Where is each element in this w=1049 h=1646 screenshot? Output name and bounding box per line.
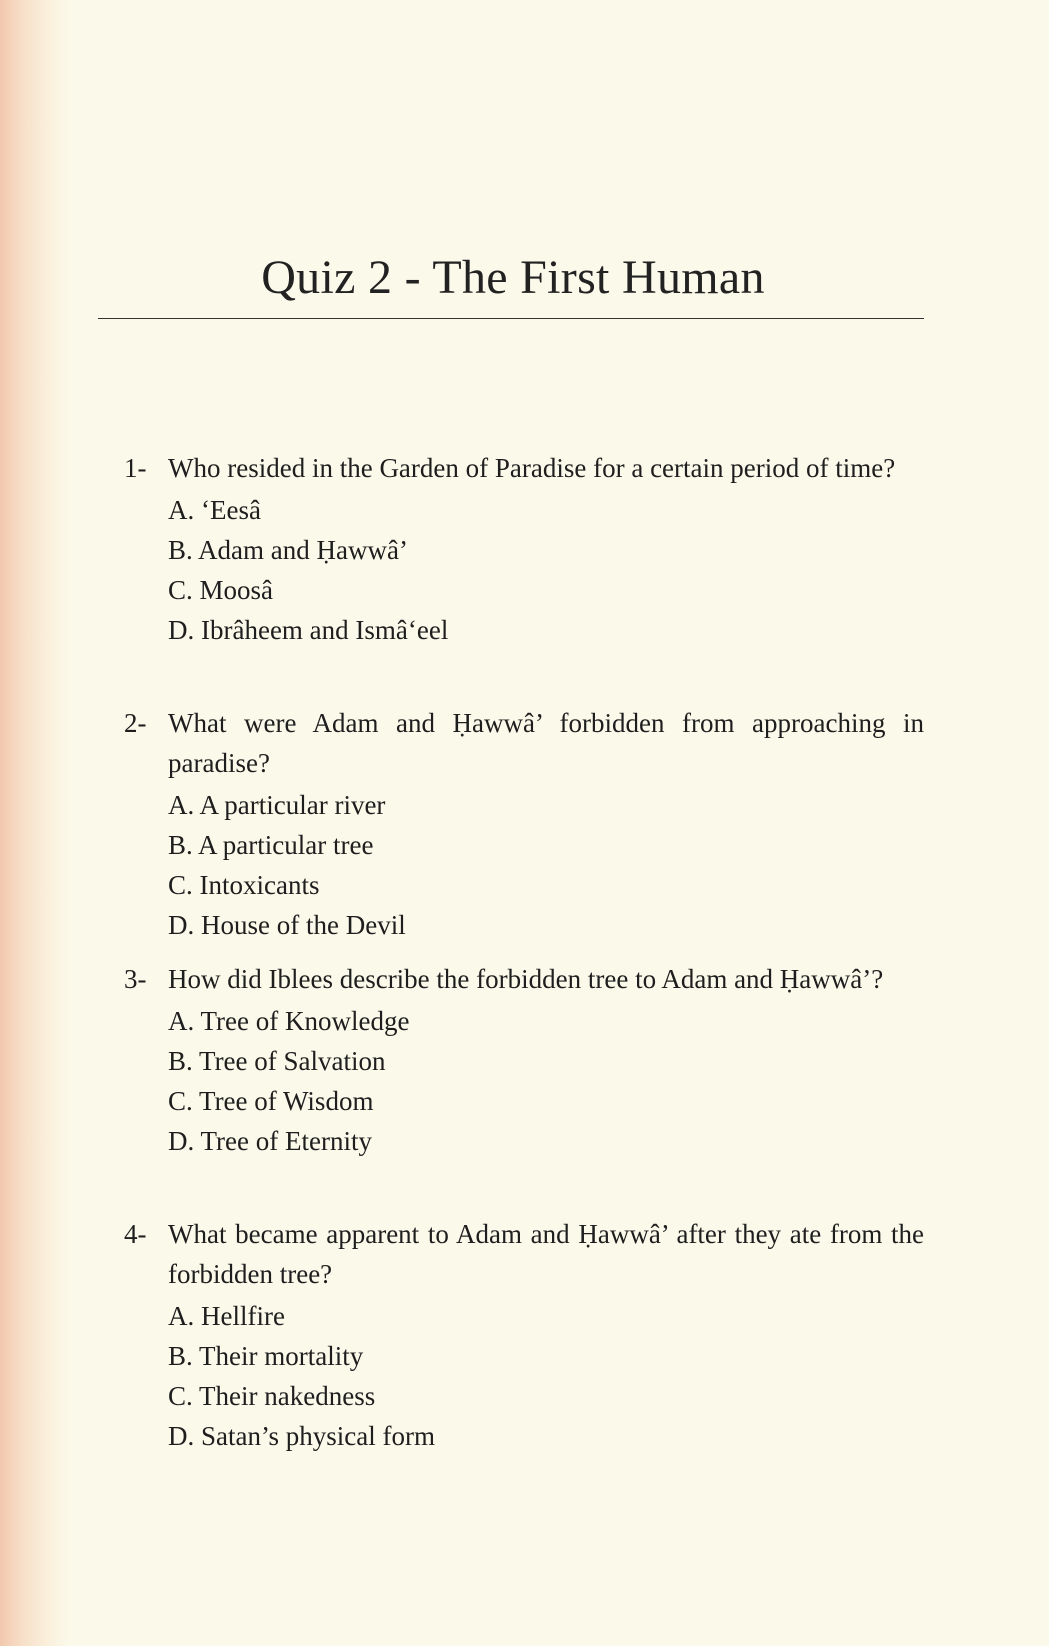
option-a: A. Tree of Knowledge [168,1006,410,1036]
option-b: B. Tree of Salvation [168,1046,386,1076]
question-2 [124,703,924,945]
question-number: 2- [124,708,147,738]
page-title: Quiz 2 - The First Human [261,251,765,304]
option-d: D. House of the Devil [168,910,406,940]
question-number: 4- [124,1219,147,1249]
question-text: What were Adam and Ḥawwâ’ forbidden from approaching in paradise? [168,708,924,778]
option-b: B. Their mortality [168,1341,364,1371]
page-edge-shadow [0,0,70,1646]
option-c: C. Their nakedness [168,1381,376,1411]
option-c: C. Moosâ [168,575,274,605]
option-c: C. Tree of Wisdom [168,1086,374,1116]
option-c: C. Intoxicants [168,870,320,900]
title-divider [98,318,924,319]
option-b: B. Adam and Ḥawwâ’ [168,535,408,565]
option-d: D. Ibrâheem and Ismâ‘eel [168,615,449,645]
question-text: What became apparent to Adam and Ḥawwâ’ after they ate from the forbidden tree? [168,1219,924,1289]
option-a: A. A particular river [168,790,386,820]
option-d: D. Satan’s physical form [168,1421,435,1451]
option-b: B. A particular tree [168,830,374,860]
question-1 [124,448,924,650]
question-number: 3- [124,964,147,994]
question-text: How did Iblees describe the forbidden tree to Adam and Ḥawwâ’? [168,964,884,994]
question-number: 1- [124,453,147,483]
option-a: A. Hellfire [168,1301,285,1331]
question-4 [124,1214,924,1456]
option-d: D. Tree of Eternity [168,1126,372,1156]
option-a: A. ‘Eesâ [168,495,261,525]
question-text: Who resided in the Garden of Paradise for a certain period of time? [168,453,896,483]
question-3 [124,959,924,1161]
